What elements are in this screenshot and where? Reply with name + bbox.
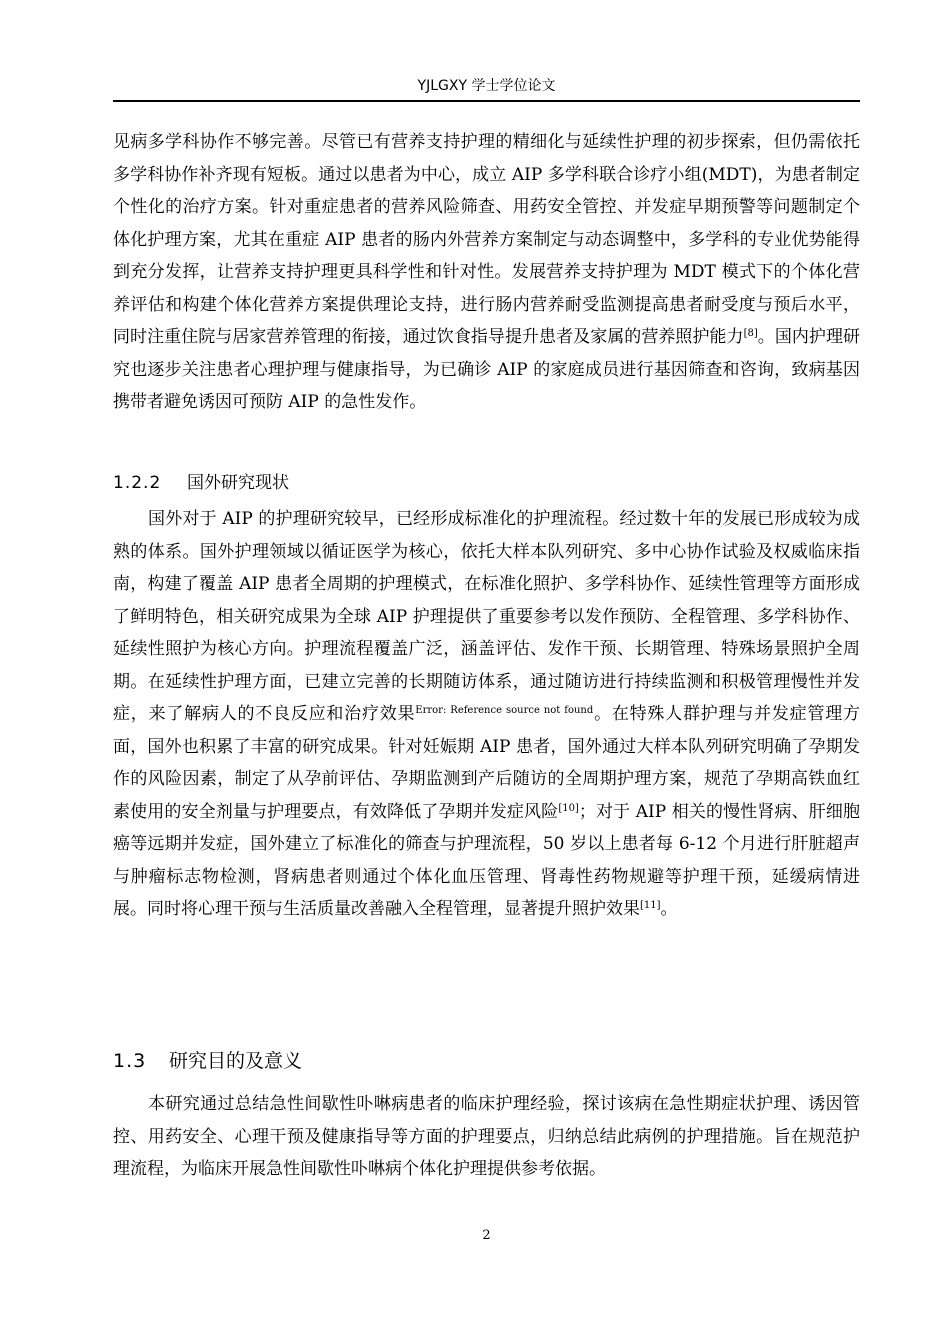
- paragraph-domestic-research: [113, 126, 860, 419]
- paragraph-text: 。: [660, 899, 678, 919]
- citation: [8]: [743, 328, 758, 339]
- paragraph-text: 国外对于 AIP 的护理研究较早，已经形成标准化的护理流程。经过数十年的发展已形成较为成熟的体系。国外护理领域以循证医学为核心，依托大样本队列研究、多中心协作试验及权威临床指南，构建了覆盖 AIP 患者全周期的护理模式，在标准化照护、多学科协作、延续性管理等方面形成了鲜明特色，相关研究成果为全球 AIP 护理提供了重要参考以发作预防、全程管理、多学科协作、延续性照护为核心方向。护理流程覆盖广泛，涵盖评估、发作干预、长期管理、特殊场景照护全周期。在延续性护理方面，已建立完善的长期随访体系，通过随访进行持续监测和积极管理慢性并发症，来了解病人的不良反应和治疗效果: [113, 509, 860, 724]
- reference-error: Error: Reference source not found: [415, 705, 594, 716]
- paragraph-text: ；对于 AIP 相关的慢性肾病、肝细胞癌等远期并发症，国外建立了标准化的筛查与护理流程，50 岁以上患者每 6-12 个月进行肝脏超声与肿瘤标志物检测，肾病患者则通过个体化血压管理、肾毒性药物规避等护理干预，延缓病情进展。同时将心理干预与生活质量改善融入全程管理，显著提升照护效果: [113, 801, 860, 919]
- paragraph-text: 。在特殊人群护理与并发症管理方面，国外也积累了丰富的研究成果。针对妊娠期 AIP 患者，国外通过大样本队列研究明确了孕期发作的风险因素，制定了从孕前评估、孕期监测到产后随访的全周期护理方案，规范了孕期高铁血红素使用的安全剂量与护理要点，有效降低了孕期并发症风险: [113, 704, 861, 822]
- paragraph-text: 。国内护理研究也逐步关注患者心理护理与健康指导，为已确诊 AIP 的家庭成员进行基因筛查和咨询，致病基因携带者避免诱因可预防 AIP 的急性发作。: [113, 327, 861, 412]
- page-number: 2: [482, 1228, 491, 1243]
- section-number: 1.2.2: [113, 473, 162, 493]
- section-heading-1-3: [113, 1046, 302, 1073]
- paragraph-text: 本研究通过总结急性间歇性卟啉病患者的临床护理经验，探讨该病在急性期症状护理、诱因管控、用药安全、心理干预及健康指导等方面的护理要点，归纳总结此病例的护理措施。旨在规范护理流程，为临床开展急性间歇性卟啉病个体化护理提供参考依据。: [113, 1094, 860, 1179]
- section-number: 1.3: [113, 1050, 147, 1072]
- section-title: 研究目的及意义: [169, 1050, 303, 1072]
- paragraph-foreign-research: [113, 503, 860, 926]
- running-header: YJLGXY 学士学位论文: [417, 78, 556, 94]
- paragraph-research-purpose: [113, 1088, 860, 1186]
- paragraph-text: 见病多学科协作不够完善。尽管已有营养支持护理的精细化与延续性护理的初步探索，但仍需依托多学科协作补齐现有短板。通过以患者为中心，成立 AIP 多学科联合诊疗小组(MDT)，为患者制定个性化的治疗方案。针对重症患者的营养风险筛查、用药安全管控、并发症早期预警等问题制定个体化护理方案，尤其在重症 AIP 患者的肠内外营养方案制定与动态调整中，多学科的专业优势能得到充分发挥，让营养支持护理更具科学性和针对性。发展营养支持护理为 MDT 模式下的个体化营养评估和构建个体化营养方案提供理论支持，进行肠内营养耐受监测提高患者耐受度与预后水平，同时注重住院与居家营养管理的衔接，通过饮食指导提升患者及家属的营养照护能力: [113, 132, 860, 347]
- header-rule: [113, 100, 860, 102]
- citation: [10]: [558, 802, 579, 814]
- section-title: 国外研究现状: [187, 473, 289, 493]
- section-heading-1-2-2: [113, 468, 289, 493]
- citation: [11]: [640, 900, 661, 911]
